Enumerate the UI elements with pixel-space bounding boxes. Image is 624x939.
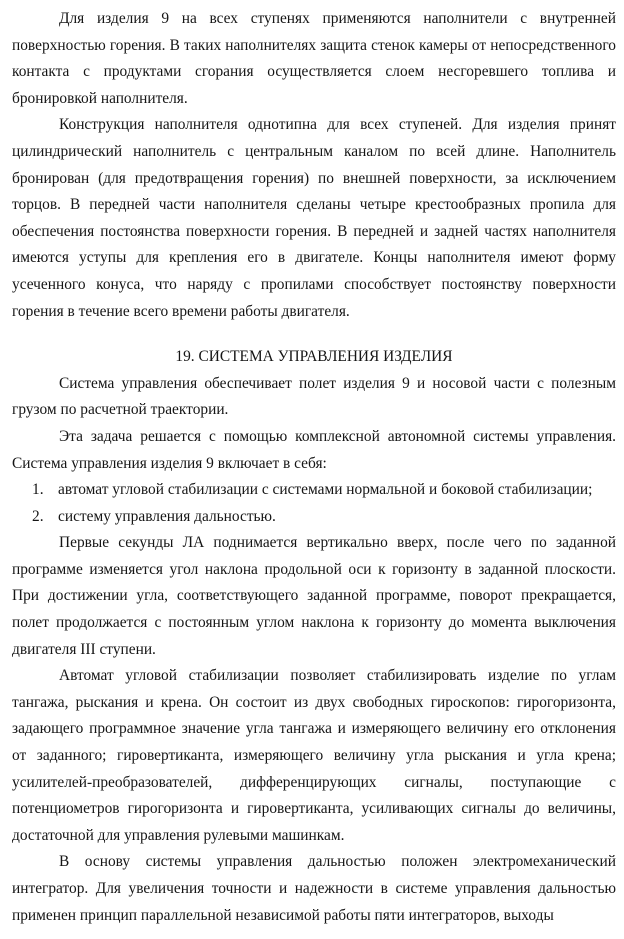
paragraph-control-composition: Эта задача решается с помощью комплексной автономной системы управления. Система управления изделия 9 включает в себя: <box>12 427 616 472</box>
list-item-text: автомат угловой стабилизации с системами нормальной и боковой стабилизации; <box>58 481 593 499</box>
paragraph-range-control: В основу системы управления дальностью положен электромеханический интегратор. Для увеличения точности и надежности в системе управления дальностью применен принцип параллельной независимой работы пяти интеграторов, выходы <box>12 853 616 924</box>
paragraph-flight-program: Первые секунды ЛА поднимается вертикально вверх, после чего по заданной программе изменяется угол наклона продольной оси к горизонту в заданной плоскости. При достижении угла, соответствующего заданной программе, поворот прекращается, полет продолжается с постоянным углом наклона к горизонту до момента выключения двигателя III ступени. <box>12 534 616 658</box>
list-item <box>12 477 616 504</box>
list-item <box>12 504 616 531</box>
section-heading: 19. СИСТЕМА УПРАВЛЕНИЯ ИЗДЕЛИЯ <box>175 348 453 366</box>
control-system-list <box>12 477 616 530</box>
paragraph-stabilization-automat: Автомат угловой стабилизации позволяет стабилизировать изделие по углам тангажа, рыскания и крена. Он состоит из двух свободных гироскопов: гирогоризонта, задающего программное значение угла тангажа и измеряющего величину его отклонения от заданного; гировертиканта, измеряющего величину угла рыскания и угла крена; усилителей-преобразователей, дифференцирующих сигналы, поступающие с потенциометров гирогоризонта и гировертиканта, усиливающих сигналы до величины, достаточной для управления рулевыми машинкам. <box>12 667 616 844</box>
list-item-text: систему управления дальностью. <box>58 507 276 525</box>
paragraph-filler-design: Конструкция наполнителя однотипна для всех ступеней. Для изделия принят цилиндрический наполнитель с центральным каналом по всей длине. Наполнитель бронирован (для предотвращения горения) по внешней поверхности, за исключением торцов. В передней части наполнителя сделаны четыре крестообразных пропила для обеспечения постоянства поверхности горения. В передней и задней частях наполнителя имеются уступы для крепления его в двигателе. Концы наполнителя имеют форму усеченного конуса, что наряду с пропилами способствует постоянству поверхности горения в течение всего времени работы двигателя. <box>12 116 616 320</box>
paragraph-fillers-intro: Для изделия 9 на всех ступенях применяются наполнители с внутренней поверхностью горения. В таких наполнителях защита стенок камеры от непосредственного контакта с продуктами сгорания осуществляется слоем несгоревшего топлива и бронировкой наполнителя. <box>12 10 616 107</box>
list-item-marker: 2. <box>32 507 44 525</box>
list-item-marker: 1. <box>32 481 44 499</box>
paragraph-control-purpose: Система управления обеспечивает полет изделия 9 и носовой части с полезным грузом по расчетной траектории. <box>12 374 616 419</box>
